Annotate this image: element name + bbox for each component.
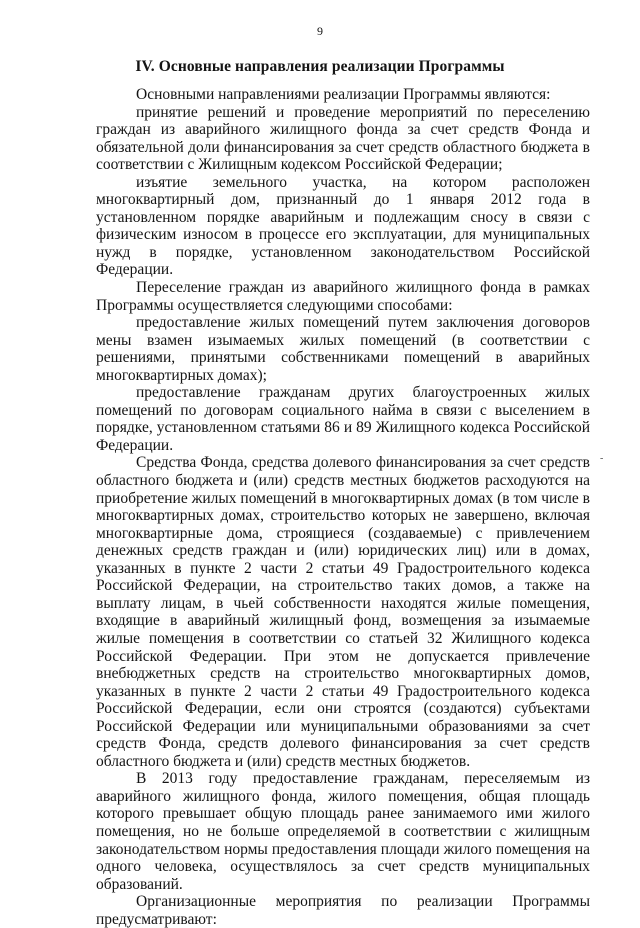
paragraph-fund-spending: Средства Фонда, средства долевого финансирования за счет средств областного бюджета и (или) средств местных бюджетов расходуются на приобретение жилых помещений в многоквартирных домах (в том числе в многоквартирных домах, строительство которых не завершено, включая многоквартирные дома, строящиеся (создаваемые) с привлечением денежных средств граждан и (или) юридических лиц) или в домах, указанных в пункте 2 части 2 статьи 49 Градостроительного кодекса Российской Федерации, на строительство таких домов, а также на выплату лицам, в чьей собственности находятся жилые помещения, входящие в аварийный жилищный фонд, возмещения за изымаемые жилые помещения в соответствии со статьей 32 Жилищного кодекса Российской Федерации. При этом не допускается привлечение внебюджетных средств на строительство многоквартирных домов, указанных в пункте 2 части 2 статьи 49 Градостроительного кодекса Российской Федерации, если они строятся (создаются) субъектами Российской Федерации или муниципальными образованиями за счет средств Фонда, средств долевого финансирования за счет средств областного бюджета и (или) средств местных бюджетов. <box>96 454 590 770</box>
margin-mark: - <box>600 453 604 464</box>
paragraph-resettlement-methods: Переселение граждан из аварийного жилищного фонда в рамках Программы осуществляется следующими способами: <box>96 279 590 314</box>
page-number: 9 <box>317 24 323 38</box>
paragraph-land-seizure: изъятие земельного участка, на котором расположен многоквартирный дом, признанный до 1 января 2012 года в установленном порядке аварийным и подлежащим сносу в связи с физическим износом в процессе его эксплуатации, для муниципальных нужд в порядке, установленном законодательством Российской Федерации. <box>96 173 590 279</box>
section-heading: IV. Основные направления реализации Программы <box>135 58 505 75</box>
paragraph-2013-housing: В 2013 году предоставление гражданам, переселяемым из аварийного жилищного фонда, жилого помещения, общая площадь которого превышает общую площадь ранее занимаемого ими жилого помещения, но не больше определяемой в соответствии с жилищным законодательством нормы предоставления площади жилого помещения на одного человека, осуществлялось за счет средств муниципальных образований. <box>96 770 590 893</box>
paragraph-resettlement-decisions: принятие решений и проведение мероприятий по переселению граждан из аварийного жилищного фонда за счет средств Фонда и обязательной доли финансирования за счет средств областного бюджета в соответствии с Жилищным кодексом Российской Федерации; <box>96 103 590 174</box>
body-text <box>96 86 590 928</box>
paragraph-intro: Основными направлениями реализации Программы являются: <box>136 86 551 103</box>
paragraph-organizational-measures: Организационные мероприятия по реализации Программы предусматривают: <box>96 893 590 928</box>
paragraph-exchange-contracts: предоставление жилых помещений путем заключения договоров мены взамен изымаемых жилых помещений (в соответствии с решениями, принятыми собственниками помещений в аварийных многоквартирных домах); <box>96 314 590 384</box>
paragraph-social-lease: предоставление гражданам других благоустроенных жилых помещений по договорам социального найма в связи с выселением в порядке, установленном статьями 86 и 89 Жилищного кодекса Российской Федерации. <box>96 384 590 454</box>
